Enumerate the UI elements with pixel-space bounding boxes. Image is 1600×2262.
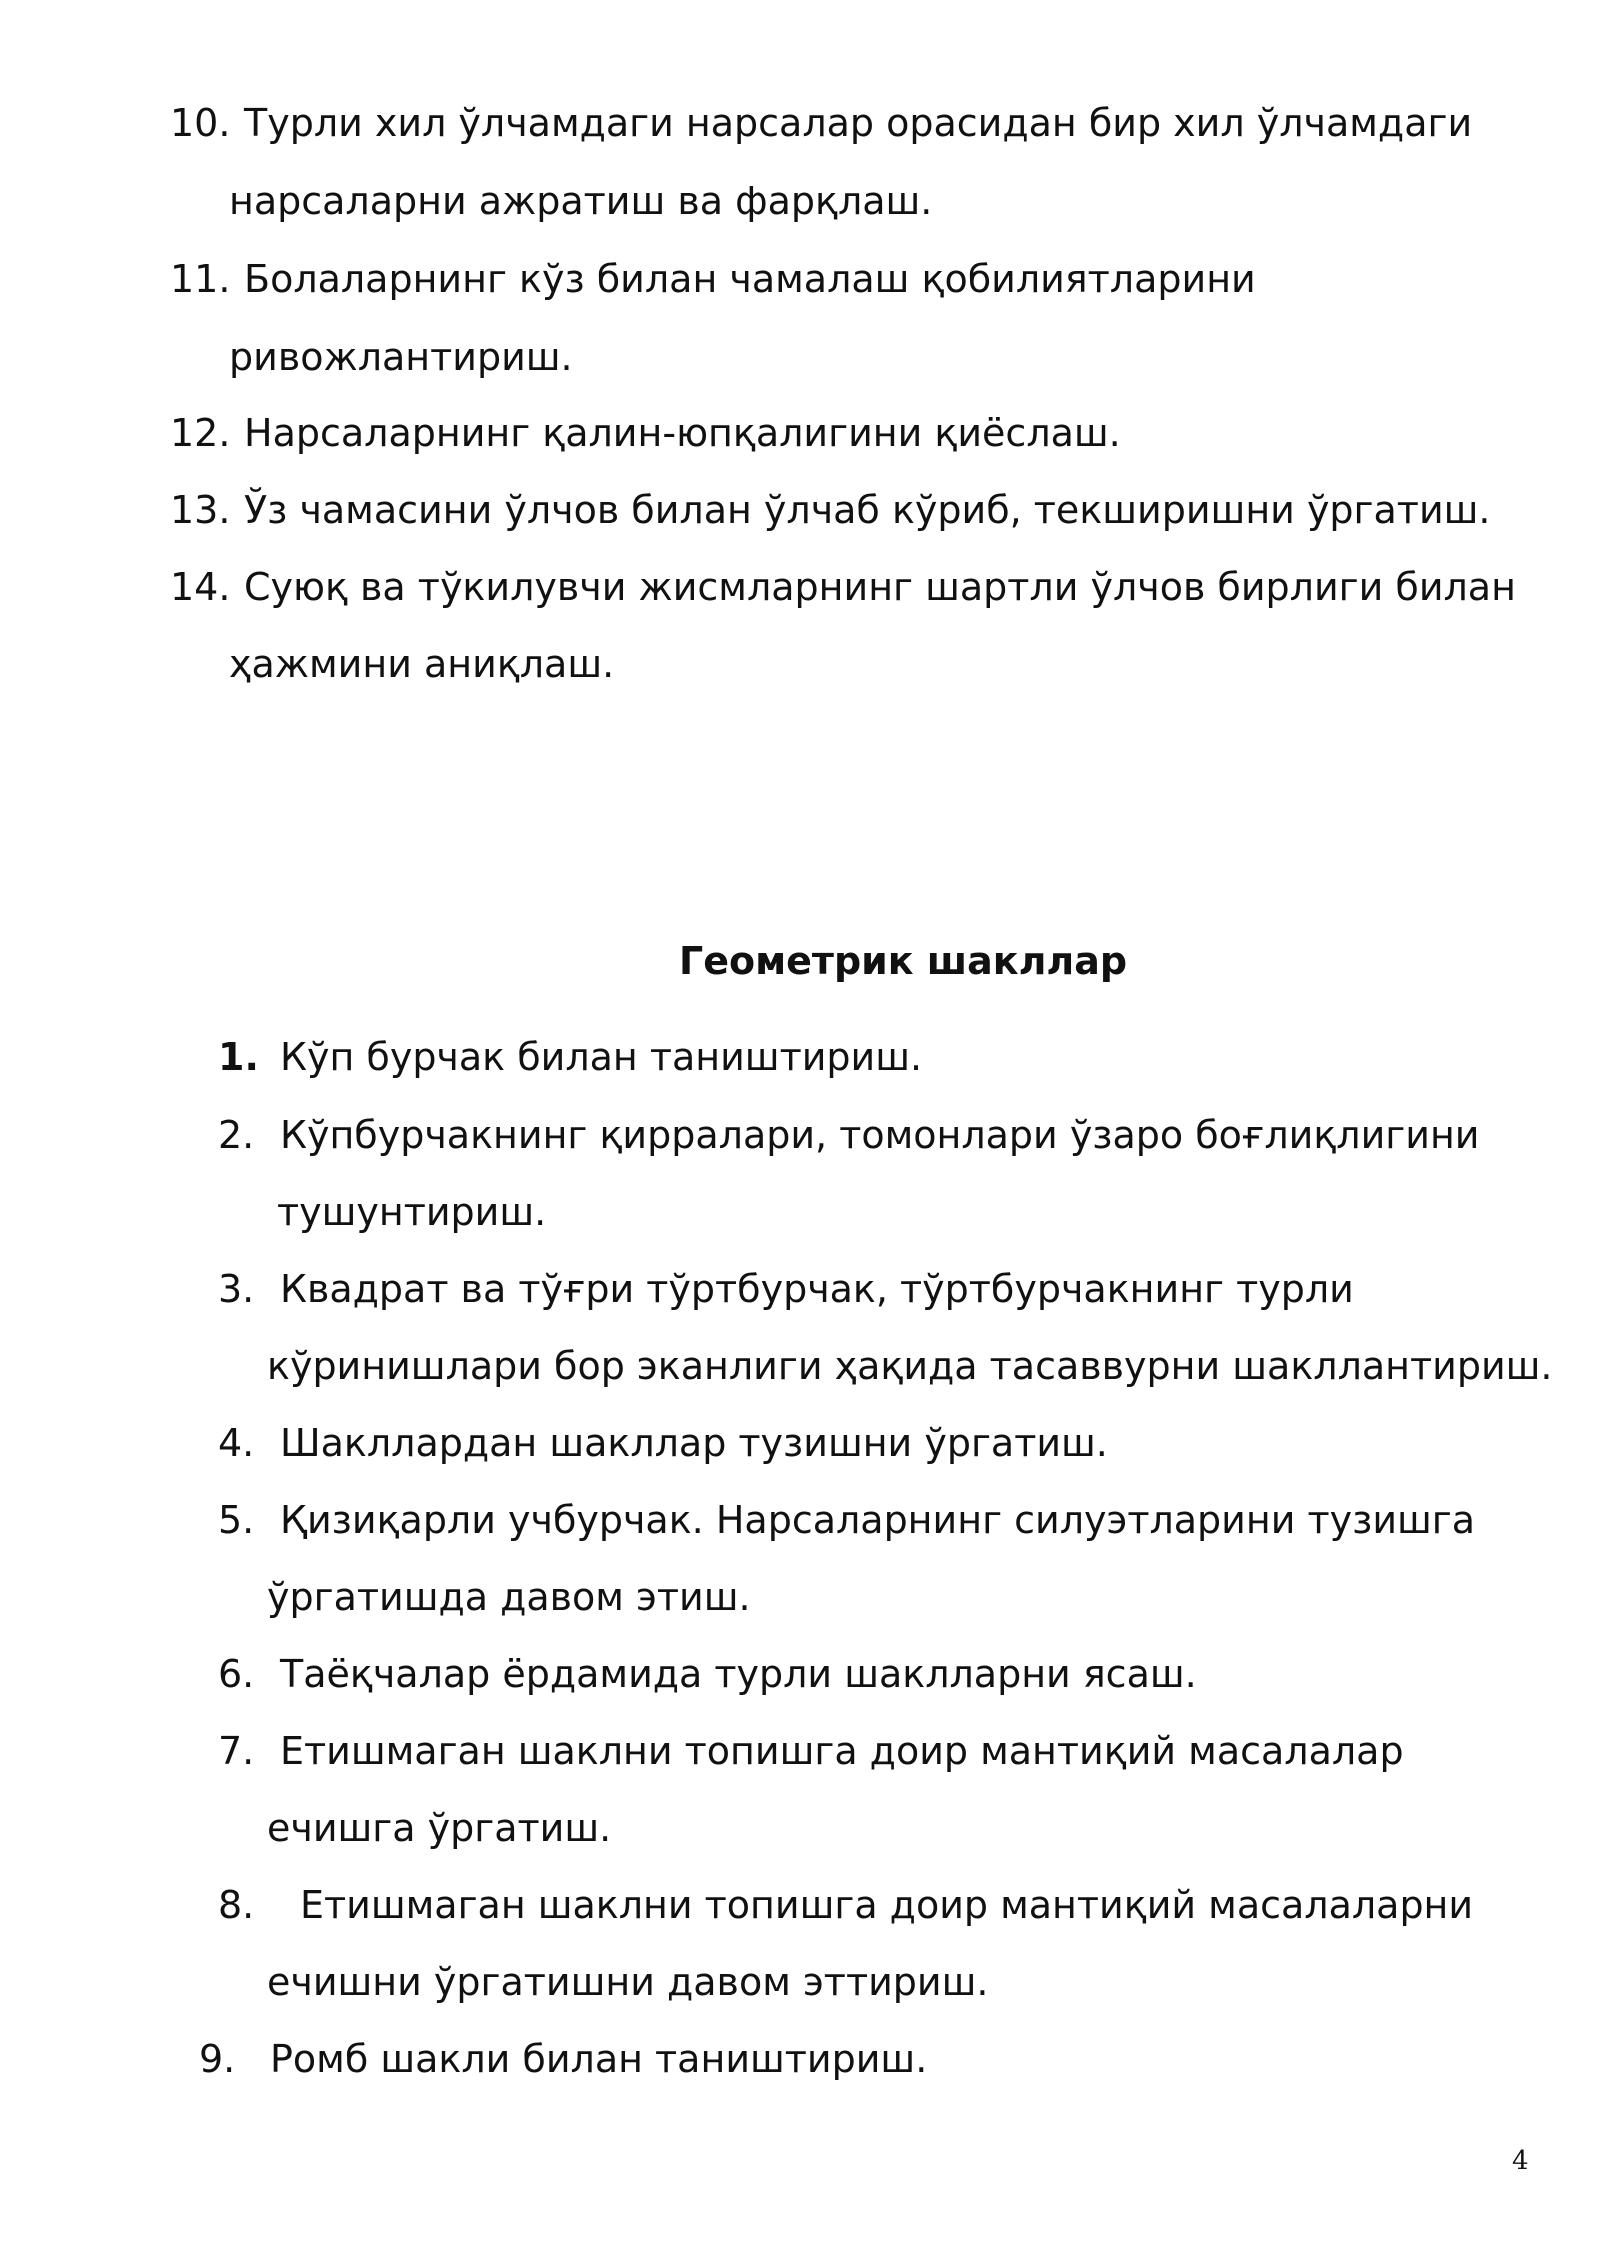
list-item-number: 5. <box>218 1498 255 1542</box>
list-item-text: Ромб шакли билан таништириш. <box>270 2037 928 2081</box>
list-item-number: 14. <box>170 565 231 609</box>
list-item-number: 7. <box>218 1729 255 1773</box>
list-item-number: 9. <box>199 2037 236 2081</box>
list-item-text: ўргатишда давом этиш. <box>267 1575 751 1619</box>
list-item-text: ечишни ўргатишни давом эттириш. <box>267 1960 989 2004</box>
list-item-text: Ўз чамасини ўлчов билан ўлчаб кўриб, текширишни ўргатиш. <box>244 488 1491 532</box>
list-item-number: 10. <box>170 101 231 145</box>
list-item-text: нарсаларни ажратиш ва фарқлаш. <box>229 179 933 223</box>
list-item-text: Кўпбурчакнинг қирралари, томонлари ўзаро боғлиқлигини <box>280 1113 1480 1157</box>
list-item-number: 11. <box>170 257 231 301</box>
list-item-text: Болаларнинг кўз билан чамалаш қобилиятларини <box>244 257 1256 301</box>
list-item-text: Нарсаларнинг қалин-юпқалигини қиёслаш. <box>244 411 1121 455</box>
list-item-number: 13. <box>170 488 231 532</box>
section-heading: Геометрик шакллар <box>679 939 1128 983</box>
list-item-text: Квадрат ва тўғри тўртбурчак, тўртбурчакнинг турли <box>280 1267 1354 1311</box>
list-item-text: Етишмаган шаклни топишга доир мантиқий масалаларни <box>300 1883 1474 1927</box>
list-item-text: Қизиқарли учбурчак. Нарсаларнинг силуэтларини тузишга <box>280 1498 1476 1542</box>
list-item-text: ечишга ўргатиш. <box>267 1806 612 1850</box>
list-item-text: Суюқ ва тўкилувчи жисмларнинг шартли ўлчов бирлиги билан <box>244 565 1516 609</box>
list-item-number: 3. <box>218 1267 255 1311</box>
list-item-number: 12. <box>170 411 231 455</box>
list-item-number: 8. <box>218 1883 255 1927</box>
list-item-text: Таёқчалар ёрдамида турли шаклларни ясаш. <box>280 1652 1197 1696</box>
list-item-text: Кўп бурчак билан таништириш. <box>280 1035 923 1079</box>
list-item-text: кўринишлари бор эканлиги ҳақида тасаввурни шакллантириш. <box>267 1344 1553 1388</box>
page-number: 4 <box>1512 2146 1529 2176</box>
list-item-text: тушунтириш. <box>277 1190 547 1234</box>
list-item-text: ривожлантириш. <box>229 335 573 379</box>
list-item-text: Шакллардан шакллар тузишни ўргатиш. <box>280 1421 1108 1465</box>
list-item-number: 6. <box>218 1652 255 1696</box>
list-item-text: Етишмаган шаклни топишга доир мантиқий масалалар <box>280 1729 1404 1773</box>
list-item-number: 2. <box>218 1113 255 1157</box>
list-item-number: 1. <box>218 1035 259 1079</box>
list-item-number: 4. <box>218 1421 255 1465</box>
list-item-text: Турли хил ўлчамдаги нарсалар орасидан бир хил ўлчамдаги <box>244 101 1473 145</box>
list-item-text: ҳажмини аниқлаш. <box>229 642 615 686</box>
